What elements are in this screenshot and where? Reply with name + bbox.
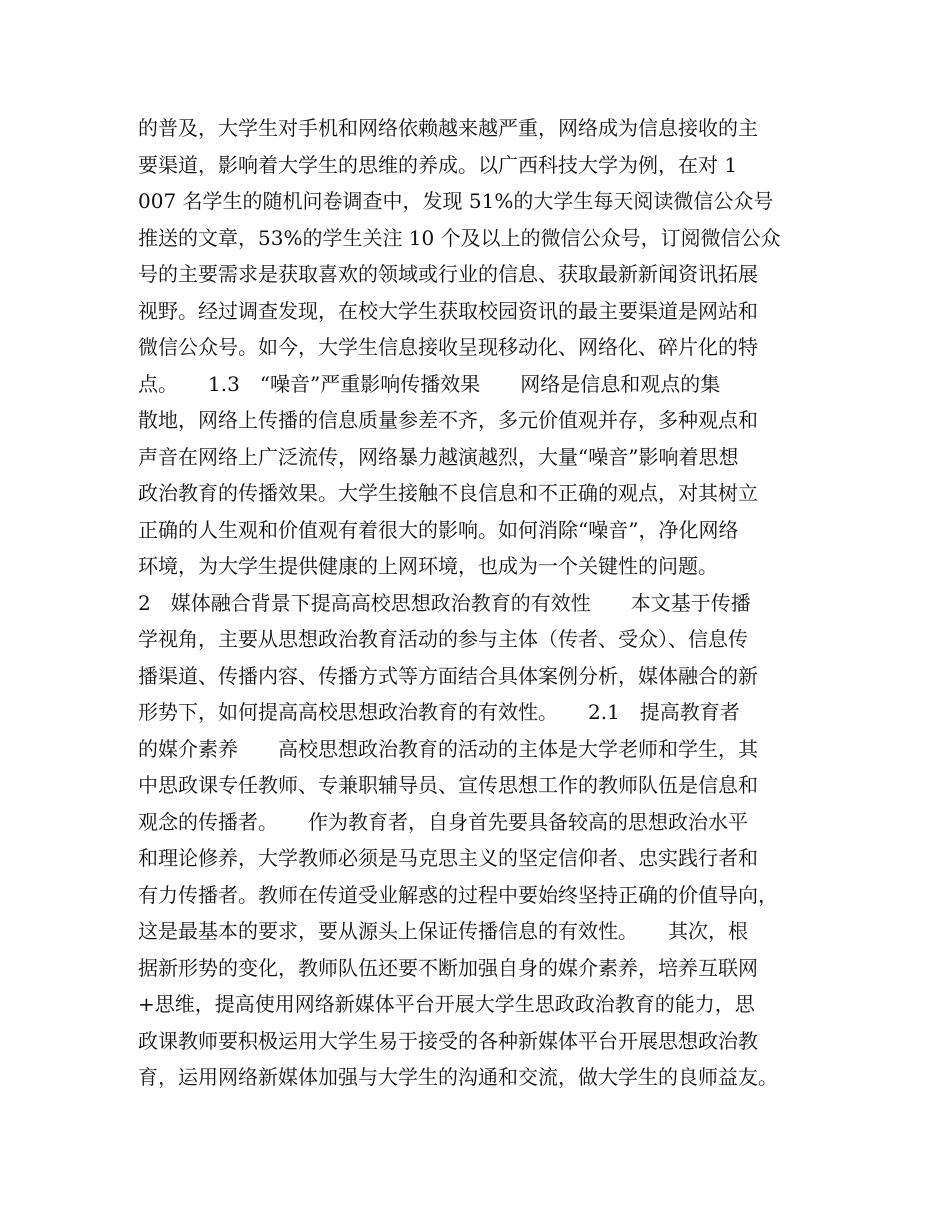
text-line: 要渠道，影响着大学生的思维的养成。以广西科技大学为例，在对 1: [138, 152, 738, 177]
text-line: 的普及，大学生对手机和网络依赖越来越严重，网络成为信息接收的主: [138, 116, 758, 140]
text-line: 观念的传播者。 作为教育者，自身首先要具备较高的思想政治水平: [138, 809, 748, 834]
text-line: 形势下，如何提高高校思想政治教育的有效性。 2.1 提高教育者: [138, 700, 740, 724]
text-line: 声音在网络上广泛流传，网络暴力越演越烈，大量“噪音”影响着思想: [138, 444, 739, 469]
text-line: 这是最基本的要求，要从源头上保证传播信息的有效性。 其次，根: [138, 919, 748, 943]
text-line: 散地，网络上传播的信息质量参差不齐，多元价值观并存，多种观点和: [138, 408, 758, 432]
text-line: 播渠道、传播内容、传播方式等方面结合具体案例分析，媒体融合的新: [138, 663, 758, 688]
text-line: 推送的文章，53%的学生关注 10 个及以上的微信公众号，订阅微信公众: [138, 225, 781, 250]
text-line: +思维，提高使用网络新媒体平台开展大学生思政政治教育的能力，思: [138, 992, 755, 1016]
text-line: 点。 1.3 “噪音”严重影响传播效果 网络是信息和观点的集: [138, 371, 721, 396]
text-line: 据新形势的变化，教师队伍还要不断加强自身的媒介素养，培养互联网: [138, 955, 758, 980]
text-line: 微信公众号。如今，大学生信息接收呈现移动化、网络化、碎片化的特: [138, 335, 758, 359]
text-line: 中思政课专任教师、专兼职辅导员、宣传思想工作的教师队伍是信息和: [138, 773, 758, 797]
text-line: 育，运用网络新媒体加强与大学生的沟通和交流，做大学生的良师益友。: [138, 1065, 778, 1089]
text-line: 有力传播者。教师在传道受业解惑的过程中要始终坚持正确的价值导向，: [138, 882, 778, 907]
text-line: 的媒介素养 高校思想政治教育的活动的主体是大学老师和学生，其: [138, 736, 758, 761]
text-line: 2 媒体融合背景下提高高校思想政治教育的有效性 本文基于传播: [138, 590, 751, 615]
text-line: 和理论修养，大学教师必须是马克思主义的坚定信仰者、忠实践行者和: [138, 846, 758, 870]
text-line: 视野。经过调查发现，在校大学生获取校园资讯的最主要渠道是网站和: [138, 298, 758, 323]
text-line: 007 名学生的随机问卷调查中，发现 51%的大学生每天阅读微信公众号: [138, 189, 774, 213]
body-text: [138, 110, 818, 1096]
text-line: 环境，为大学生提供健康的上网环境，也成为一个关键性的问题。: [138, 554, 718, 578]
text-line: 号的主要需求是获取喜欢的领域或行业的信息、获取最新新闻资讯拓展: [138, 262, 758, 286]
text-line: 学视角，主要从思想政治教育活动的参与主体（传者、受众）、信息传: [138, 627, 748, 651]
text-line: 政治教育的传播效果。大学生接触不良信息和不正确的观点，对其树立: [138, 481, 758, 505]
text-line: 政课教师要积极运用大学生易于接受的各种新媒体平台开展思想政治教: [138, 1028, 758, 1053]
text-line: 正确的人生观和价值观有着很大的影响。如何消除“噪音”，净化网络: [138, 517, 739, 542]
